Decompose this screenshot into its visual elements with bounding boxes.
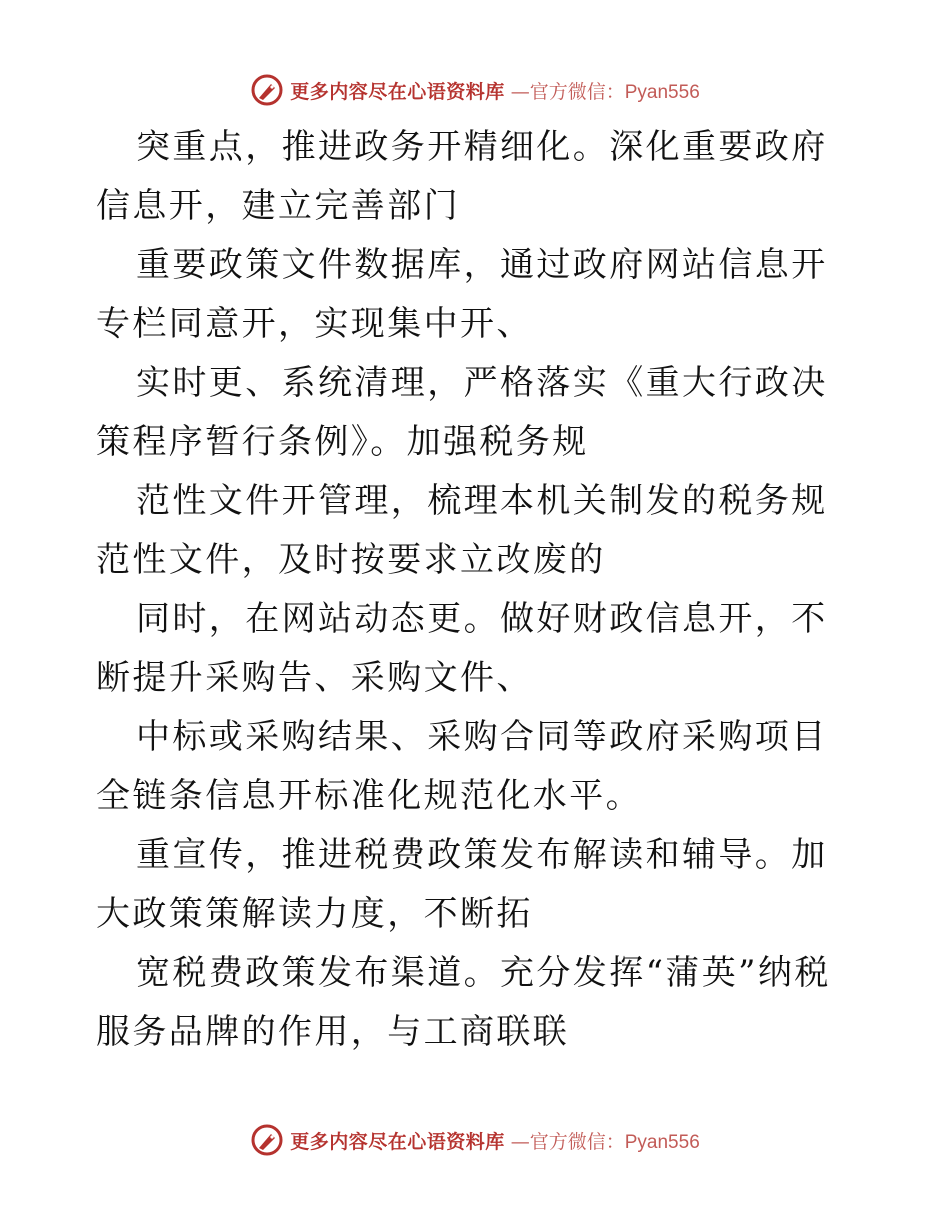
paragraph: 重宣传，推进税费政策发布解读和辅导。加大政策策解读力度，不断拓 [96, 835, 828, 934]
paragraph: 同时，在网站动态更。做好财政信息开，不断提升采购告、采购文件、 [96, 599, 828, 698]
header-banner [0, 70, 950, 110]
paragraph: 范性文件开管理，梳理本机关制发的税务规范性文件，及时按要求立改废的 [96, 481, 828, 580]
header-wechat-id: Pyan556 [624, 81, 700, 103]
paragraph: 重要政策文件数据库，通过政府网站信息开专栏同意开，实现集中开、 [96, 245, 828, 344]
footer-brand-text: 更多内容尽在心语资料库 [290, 1130, 505, 1153]
footer-wechat-id: Pyan556 [624, 1131, 700, 1153]
pen-nib-logo-icon [250, 73, 284, 107]
footer-banner [0, 1120, 950, 1160]
document-body [96, 118, 856, 1062]
paragraph: 中标或采购结果、采购合同等政府采购项目全链条信息开标准化规范化水平。 [96, 717, 828, 816]
paragraph: 突重点，推进政务开精细化。深化重要政府信息开，建立完善部门 [96, 127, 828, 226]
header-contact-label: —官方微信： [510, 80, 625, 103]
footer-contact-text [511, 1127, 700, 1154]
paragraph: 实时更、系统清理，严格落实《重大行政决策程序暂行条例》。加强税务规 [96, 363, 828, 462]
footer-contact-label: —官方微信： [510, 1130, 625, 1153]
header-brand-text: 更多内容尽在心语资料库 [290, 80, 505, 103]
pen-nib-logo-icon [250, 1123, 284, 1157]
header-contact-text [511, 77, 700, 104]
paragraph: 宽税费政策发布渠道。充分发挥“蒲英”纳税服务品牌的作用，与工商联联 [96, 953, 831, 1052]
